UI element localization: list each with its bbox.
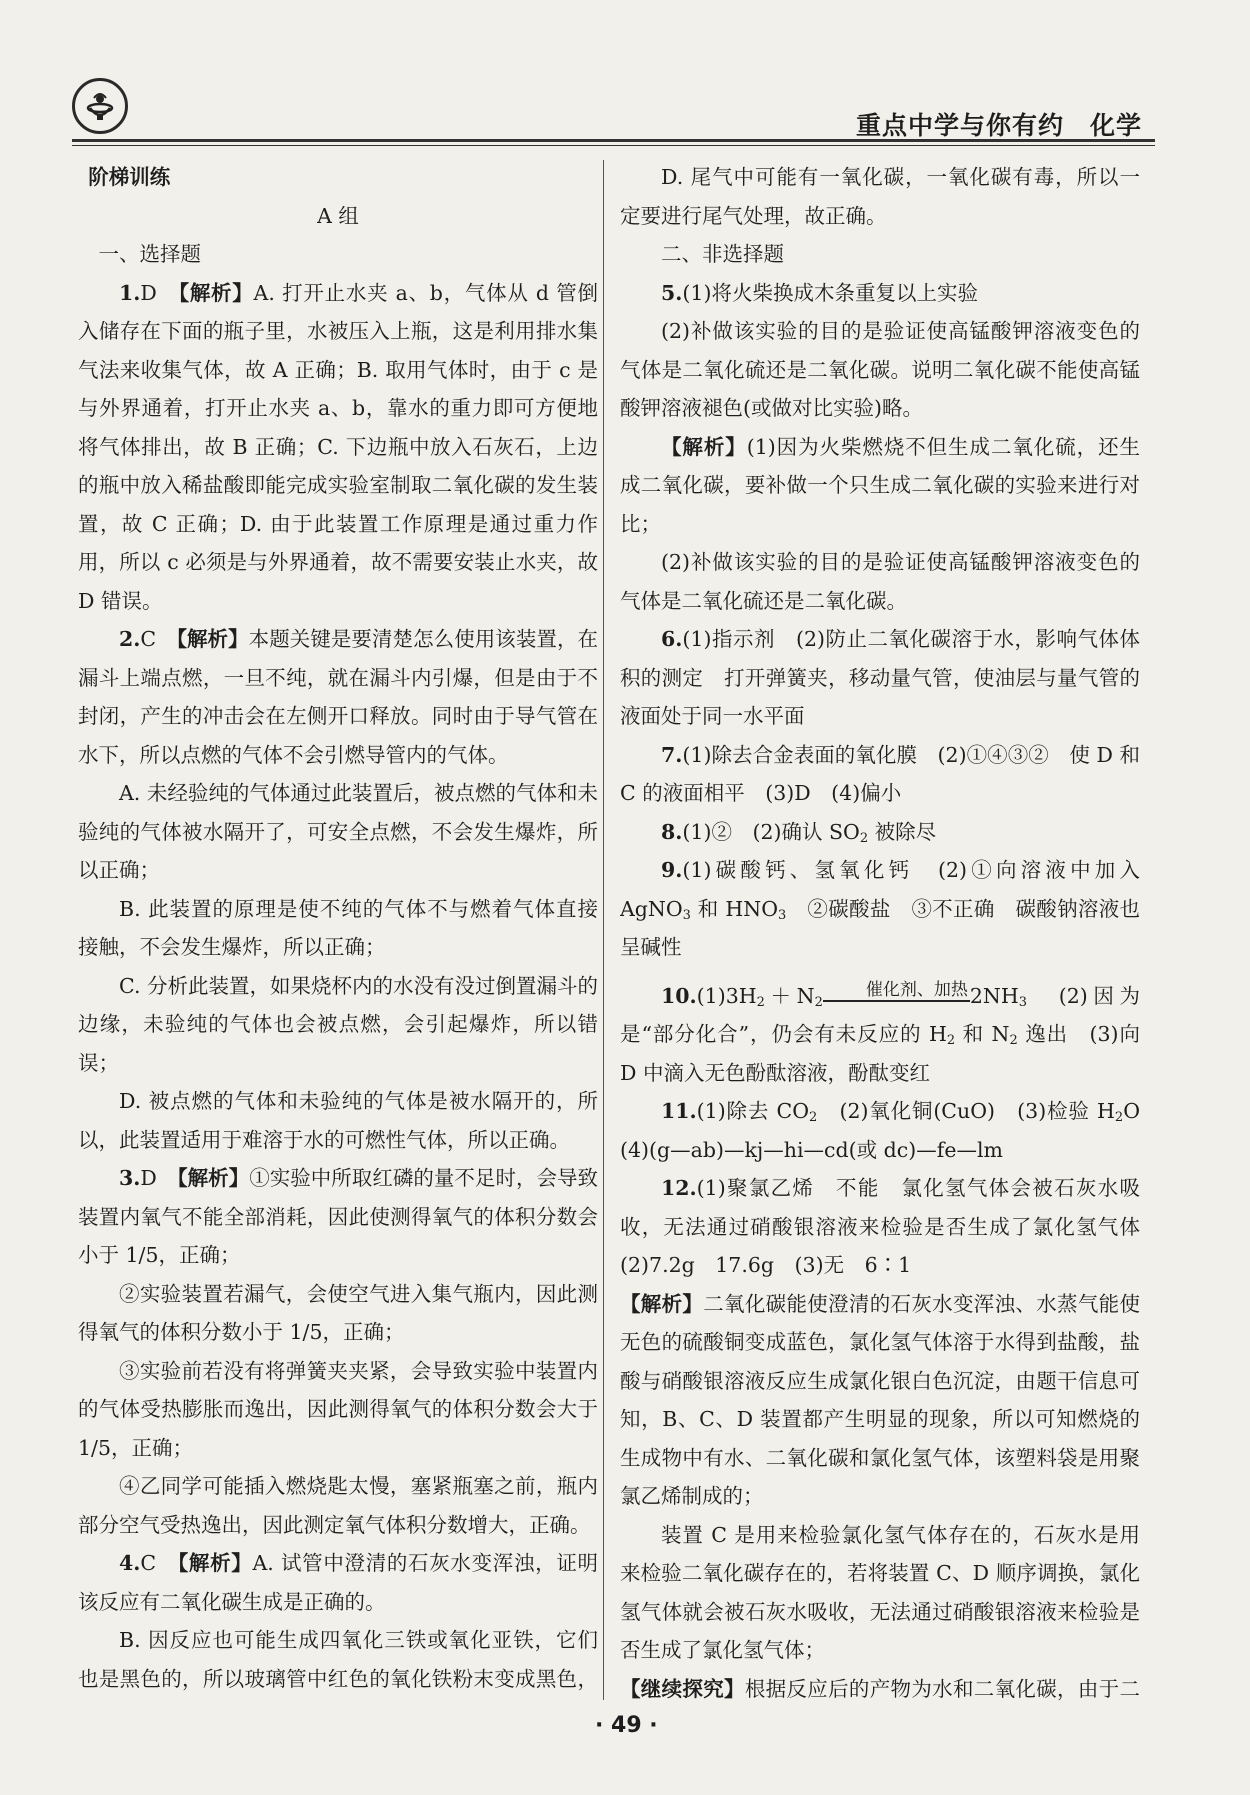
- right-column: [620, 158, 1140, 1703]
- analysis-text: (2)补做该实验的目的是验证使高锰酸钾溶液变色的气体是二氧化硫还是二氧化碳。: [620, 550, 1140, 613]
- option-text: D. 尾气中可能有一氧化碳，一氧化碳有毒，所以一定要进行尾气处理，故正确。: [620, 165, 1140, 228]
- analysis-text: 【继续探究】根据反应后的产物为水和二氧化碳，由于二: [620, 1676, 1140, 1701]
- question-7: 7.(1)除去合金表面的氧化膜 (2)①④③② 使 D 和 C 的液面相平 (3)D (4)偏小: [620, 742, 1140, 805]
- question-1: 1.D 【解析】A. 打开止水夹 a、b，气体从 d 管倒入储存在下面的瓶子里，水被压入上瓶，这是利用排水集气法来收集气体，故 A 正确；B. 取用气体时，由于 c 是与外界通着，打开止水夹 a、b，靠水的重力即可方便地将气体排出，故 B 正确；C. 下边瓶中放入石灰石，上边的瓶中放入稀盐酸即能完成实验室制取二氧化碳的发生装置，故 C 正确；D. 由于此装置工作原理是通过重力作用，所以 c 必须是与外界通着，故不需要安装止水夹，故 D 错误。: [78, 280, 598, 613]
- question-4: 4.C 【解析】A. 试管中澄清的石灰水变浑浊，证明该反应有二氧化碳生成是正确的。: [78, 1551, 598, 1614]
- page-header: [0, 0, 1250, 150]
- option-text: C. 分析此装置，如果烧杯内的水没有没过倒置漏斗的边缘，未验纯的气体也会被点燃，会引起爆炸，所以错误；: [78, 973, 598, 1075]
- question-2: 2.C 【解析】本题关键是要清楚怎么使用该装置，在漏斗上端点燃，一旦不纯，就在漏斗内引爆，但是由于不封闭，产生的冲击会在左侧开口释放。同时由于导气管在水下，所以点燃的气体不会引燃导管内的气体。: [78, 627, 598, 767]
- page-number: · 49 ·: [595, 1713, 658, 1738]
- header-rule: [72, 139, 1155, 142]
- part-heading: 二、非选择题: [661, 242, 784, 266]
- option-text: D. 被点燃的气体和未验纯的气体是被水隔开的，所以，此装置适用于难溶于水的可燃性气体，所以正确。: [78, 1089, 598, 1152]
- book-title: 重点中学与你有约 化学: [855, 111, 1142, 140]
- left-column: [78, 158, 598, 1703]
- question-10: $10.(1)3H_2+N_2$催化剂、加热$2NH_3$ (2)因为是“部分化合”，仍会有未反应的 $H_2$ 和 $N_2$ 逸出 (3)向 D 中滴入无色酚酞溶液，酚酞变红: [620, 979, 1140, 1085]
- option-text: B. 此装置的原理是使不纯的气体不与燃着气体直接接触，不会发生爆炸，所以正确；: [78, 896, 598, 959]
- section-title: 阶梯训练: [88, 165, 171, 189]
- question-8: 8.(1)② (2)确认 $SO_2$ 被除尽: [661, 819, 937, 846]
- question-12: 12.(1)聚氯乙烯 不能 氯化氢气体会被石灰水吸收，无法通过硝酸银溶液来检验是否生成了氯化氢气体 (2)7.2g 17.6g (3)无 6∶1: [620, 1176, 1140, 1277]
- answer-text: (2)补做该实验的目的是验证使高锰酸钾溶液变色的气体是二氧化硫还是二氧化碳。说明二氧化碳不能使高锰酸钾溶液褪色(或做对比实验)略。: [620, 319, 1140, 420]
- question-11: 11.(1)除去 $CO_2$ (2)氧化铜(CuO) (3)检验 $H_2O$ (4)(g—ab)—kj—hi—cd(或 dc)—fe—lm: [620, 1099, 1140, 1162]
- reaction-condition: 催化剂、加热: [823, 980, 970, 1002]
- question-6: 6.(1)指示剂 (2)防止二氧化碳溶于水，影响气体体积的测定 打开弹簧夹，移动量气管，使油层与量气管的液面处于同一水平面: [620, 627, 1140, 728]
- analysis-text: 装置 C 是用来检验氯化氢气体存在的，石灰水是用来检验二氧化碳存在的，若将装置 C、D 顺序调换，氯化氢气体就会被石灰水吸收，无法通过硝酸银溶液来检验是否生成了氯化氢气体；: [620, 1522, 1140, 1662]
- question-5: 5.(1)将火柴换成木条重复以上实验: [661, 280, 978, 305]
- analysis-text: 【解析】(1)因为火柴燃烧不但生成二氧化硫，还生成二氧化碳，要补做一个只生成二氧化碳的实验来进行对比；: [620, 434, 1140, 536]
- option-text: A. 未经验纯的气体通过此装置后，被点燃的气体和未验纯的气体被水隔开了，可安全点燃，不会发生爆炸，所以正确；: [78, 781, 598, 882]
- question-3: 3.D 【解析】①实验中所取红磷的量不足时，会导致装置内氧气不能全部消耗，因此使测得氧气的体积分数会小于 1/5，正确；: [78, 1166, 598, 1267]
- option-text: B. 因反应也可能生成四氧化三铁或氧化亚铁，它们也是黑色的，所以玻璃管中红色的氧化铁粉末变成黑色，: [78, 1628, 598, 1691]
- analysis-text: 【解析】二氧化碳能使澄清的石灰水变浑浊、水蒸气能使无色的硫酸铜变成蓝色，氯化氢气体溶于水得到盐酸，盐酸与硝酸银溶液反应生成氯化银白色沉淀，由题干信息可知，B、C、D 装置都产生明显的现象，所以可知燃烧的生成物中有水、二氧化碳和氯化氢气体，该塑料袋是用聚氯乙烯制成的；: [620, 1291, 1140, 1508]
- header-rule-thin: [72, 145, 1155, 146]
- part-heading: 一、选择题: [98, 242, 201, 266]
- column-divider: [603, 160, 604, 1700]
- option-text: ④乙同学可能插入燃烧匙太慢，塞紧瓶塞之前，瓶内部分空气受热逸出，因此测定氧气体积分数增大，正确。: [78, 1474, 598, 1537]
- option-text: ③实验前若没有将弹簧夹夹紧，会导致实验中装置内的气体受热膨胀而逸出，因此测得氧气的体积分数会大于 1/5，正确；: [78, 1358, 598, 1460]
- option-text: ②实验装置若漏气，会使空气进入集气瓶内，因此测得氧气的体积分数小于 1/5，正确；: [78, 1281, 598, 1344]
- group-title: A 组: [317, 203, 359, 228]
- question-9: 9.(1)碳酸钙、氢氧化钙 (2)①向溶液中加入 AgNO$_3$ 和 $HNO_3$ ②碳酸盐 ③不正确 碳酸钠溶液也呈碱性: [620, 858, 1140, 959]
- publisher-logo-icon: [72, 78, 128, 134]
